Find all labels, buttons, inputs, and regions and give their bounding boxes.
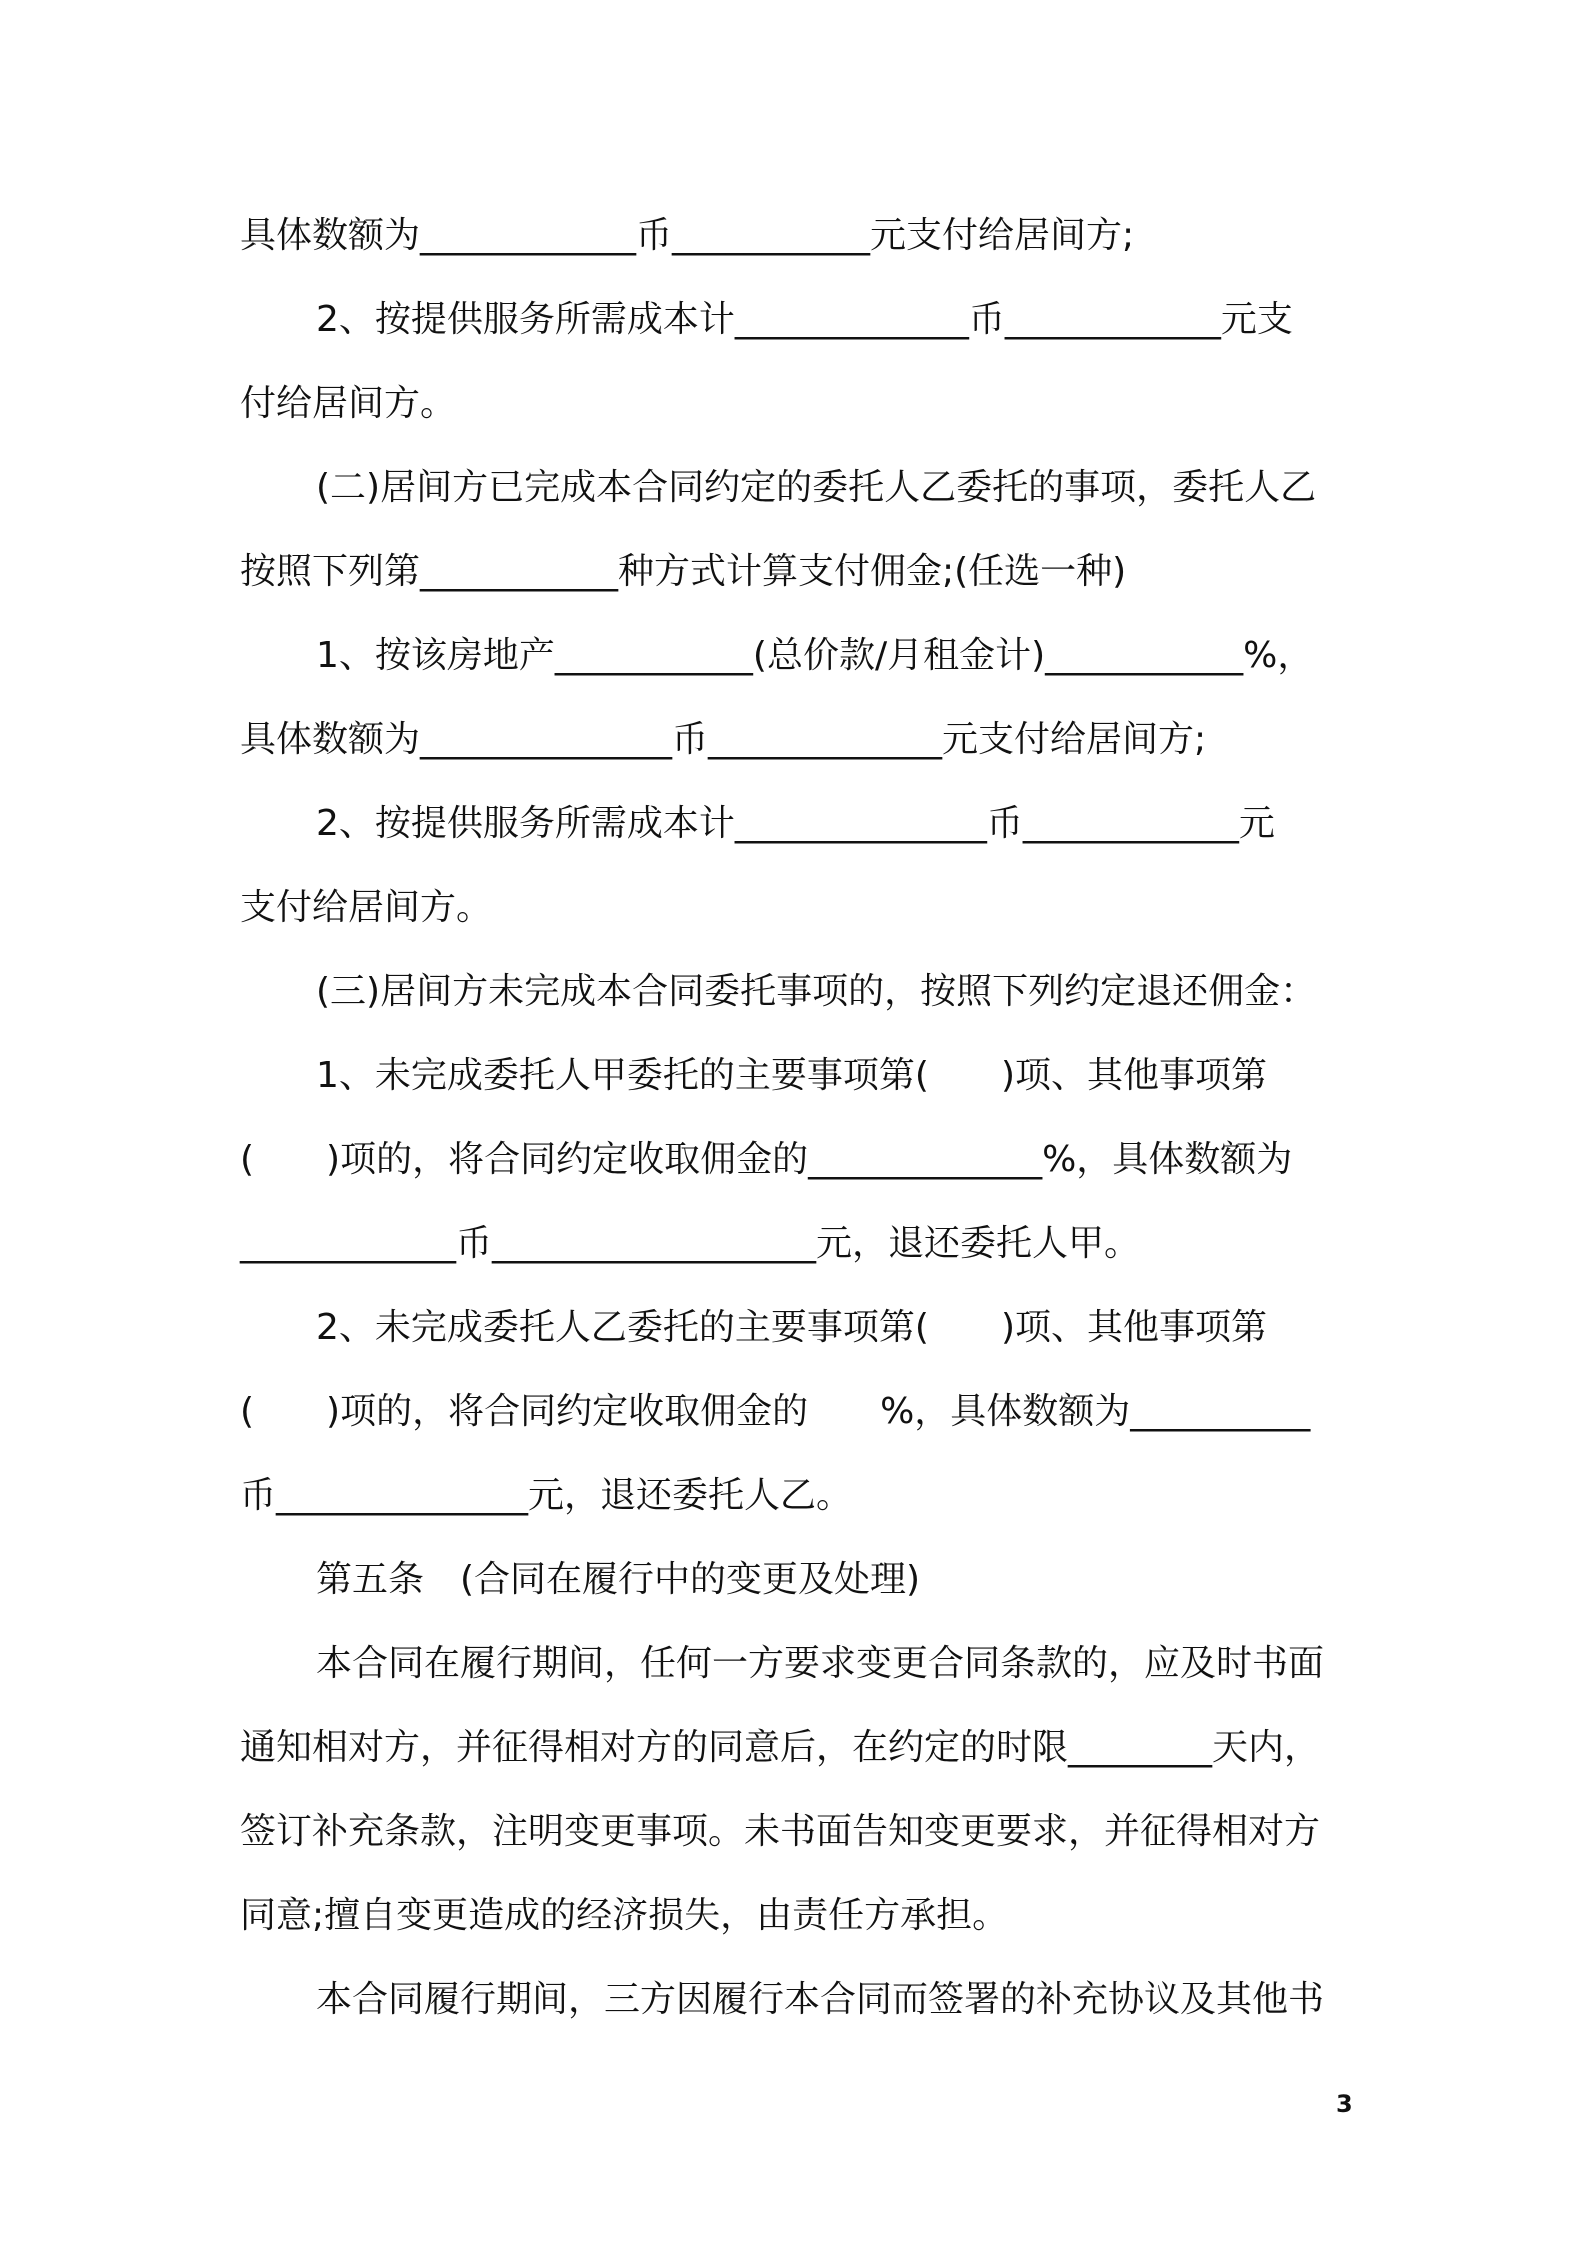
text-line: 本合同在履行期间，任何一方要求变更合同条款的，应及时书面 [316,1643,1325,1684]
text-line: 2、按提供服务所需成本计_____________币____________元支 [316,299,1293,340]
text-line: 1、按该房地产___________(总价款/月租金计)___________%， [316,635,1314,676]
text-line: 同意;擅自变更造成的经济损失，由责任方承担。 [240,1895,1009,1936]
text-line: 2、未完成委托人乙委托的主要事项第( )项、其他事项第 [316,1307,1267,1348]
text-line: 币______________元，退还委托人乙。 [240,1475,853,1516]
text-line: (三)居间方未完成本合同委托事项的，按照下列约定退还佣金： [316,971,1317,1012]
text-line: 支付给居间方。 [240,887,493,928]
text-line: 具体数额为____________币___________元支付给居间方; [240,215,1135,256]
text-line: 1、未完成委托人甲委托的主要事项第( )项、其他事项第 [316,1055,1267,1096]
text-line: ____________币__________________元，退还委托人甲。 [240,1223,1141,1264]
text-line: 签订补充条款，注明变更事项。未书面告知变更要求，并征得相对方 [240,1811,1321,1852]
page-number: 3 [1336,2090,1353,2118]
text-line: 具体数额为______________币_____________元支付给居间方; [240,719,1207,760]
text-line: ( )项的，将合同约定收取佣金的_____________%，具体数额为 [240,1139,1293,1180]
text-line: 付给居间方。 [240,383,457,424]
text-line: 通知相对方，并征得相对方的同意后，在约定的时限________天内， [240,1727,1321,1768]
text-line: (二)居间方已完成本合同约定的委托人乙委托的事项，委托人乙 [316,467,1317,508]
text-line: 2、按提供服务所需成本计______________币____________元 [316,803,1275,844]
text-line: 本合同履行期间，三方因履行本合同而签署的补充协议及其他书 [316,1979,1325,2020]
text-line: 按照下列第___________种方式计算支付佣金;(任选一种) [240,551,1127,592]
document-body [240,194,1358,2042]
text-line: 第五条 (合同在履行中的变更及处理) [316,1559,921,1600]
text-line: ( )项的，将合同约定收取佣金的 %，具体数额为__________ [240,1391,1311,1432]
